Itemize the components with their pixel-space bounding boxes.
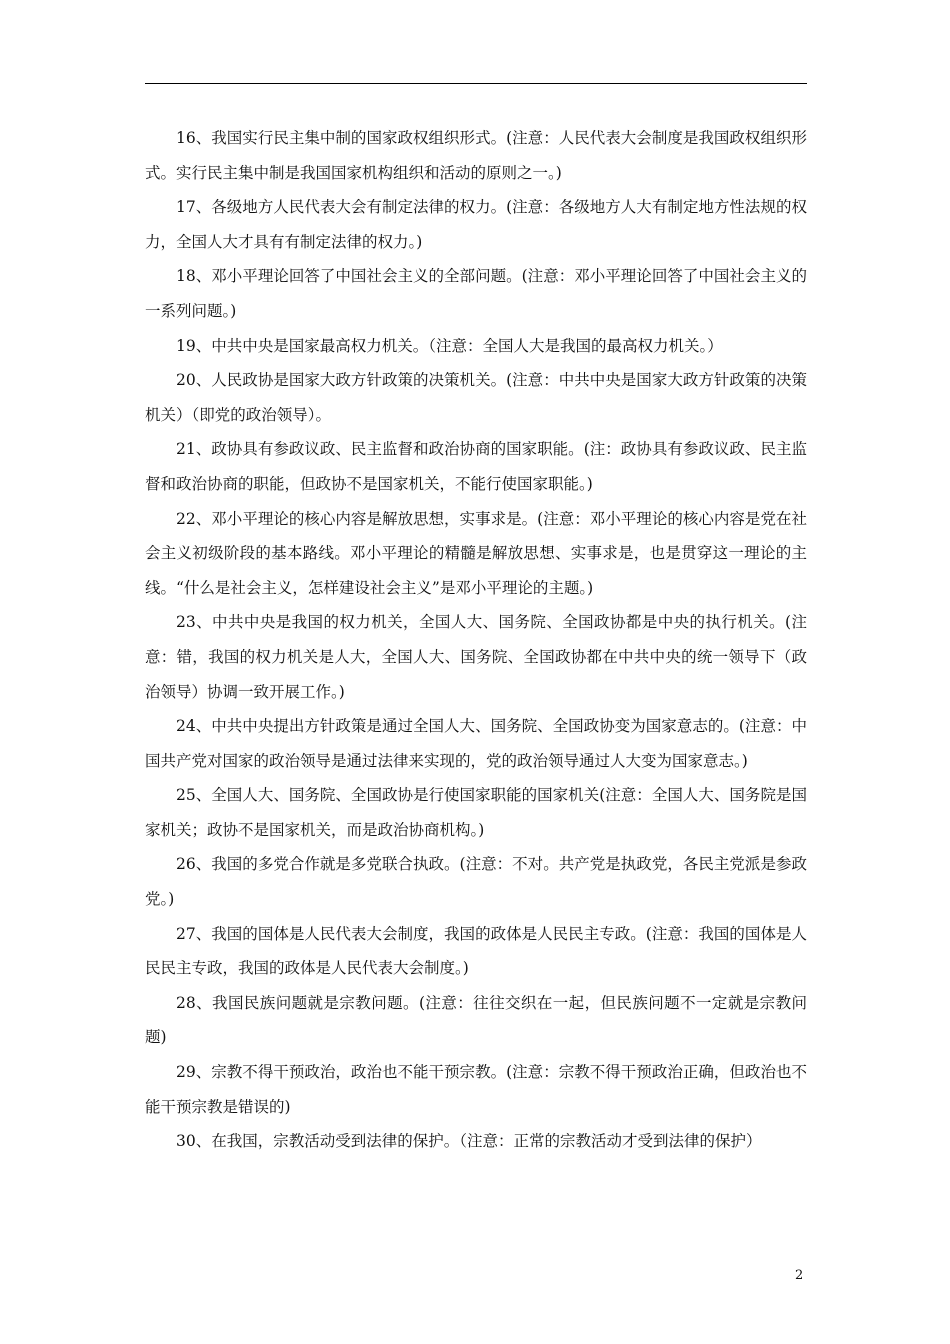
header-rule: [145, 83, 807, 84]
list-item: 26、我国的多党合作就是多党联合执政。(注意：不对。共产党是执政党，各民主党派是参政党。): [145, 855, 807, 909]
list-item: 30、在我国，宗教活动受到法律的保护。（注意：正常的宗教活动才受到法律的保护）: [176, 1132, 762, 1151]
list-item: 28、我国民族问题就是宗教问题。(注意：往往交织在一起，但民族问题不一定就是宗教问题): [145, 993, 807, 1047]
list-item: 27、我国的国体是人民代表大会制度，我国的政体是人民民主专政。(注意：我国的国体是人民民主专政，我国的政体是人民代表大会制度。): [145, 924, 807, 978]
list-item: 24、中共中央提出方针政策是通过全国人大、国务院、全国政协变为国家意志的。(注意：中国共产党对国家的政治领导是通过法律来实现的，党的政治领导通过人大变为国家意志。): [145, 717, 807, 770]
list-item: 20、人民政协是国家大政方针政策的决策机关。(注意：中共中央是国家大政方针政策的决策机关）（即党的政治领导）。: [145, 371, 807, 424]
list-item: 19、中共中央是国家最高权力机关。（注意：全国人大是我国的最高权力机关。）: [176, 336, 723, 355]
page-number: 2: [795, 1268, 804, 1283]
list-item: 21、政协具有参政议政、民主监督和政治协商的国家职能。(注：政协具有参政议政、民主监督和政治协商的职能，但政协不是国家机关，不能行使国家职能。): [145, 440, 807, 493]
list-item: 29、宗教不得干预政治，政治也不能干预宗教。(注意：宗教不得干预政治正确，但政治也不能干预宗教是错误的): [145, 1063, 807, 1116]
list-item: 22、邓小平理论的核心内容是解放思想，实事求是。(注意：邓小平理论的核心内容是党在社会主义初级阶段的基本路线。邓小平理论的精髓是解放思想、实事求是，也是贯穿这一理论的主线。“什么是社会主义，怎样建设社会主义”是邓小平理论的主题。): [145, 509, 807, 597]
list-item: 17、各级地方人民代表大会有制定法律的权力。(注意：各级地方人大有制定地方性法规的权力，全国人大才具有有制定法律的权力。): [145, 198, 807, 251]
list-item: 23、中共中央是我国的权力机关，全国人大、国务院、全国政协都是中央的执行机关。(注意：错，我国的权力机关是人大，全国人大、国务院、全国政协都在中共中央的统一领导下（政治领导）协调一致开展工作。): [145, 613, 807, 701]
list-item: 16、我国实行民主集中制的国家政权组织形式。(注意：人民代表大会制度是我国政权组织形式。实行民主集中制是我国国家机构组织和活动的原则之一。): [145, 129, 807, 182]
list-item: 18、邓小平理论回答了中国社会主义的全部问题。(注意：邓小平理论回答了中国社会主义的一系列问题。): [145, 267, 807, 320]
document-body: [145, 121, 807, 1159]
list-item: 25、全国人大、国务院、全国政协是行使国家职能的国家机关(注意：全国人大、国务院是国家机关；政协不是国家机关，而是政治协商机构。): [145, 786, 807, 839]
